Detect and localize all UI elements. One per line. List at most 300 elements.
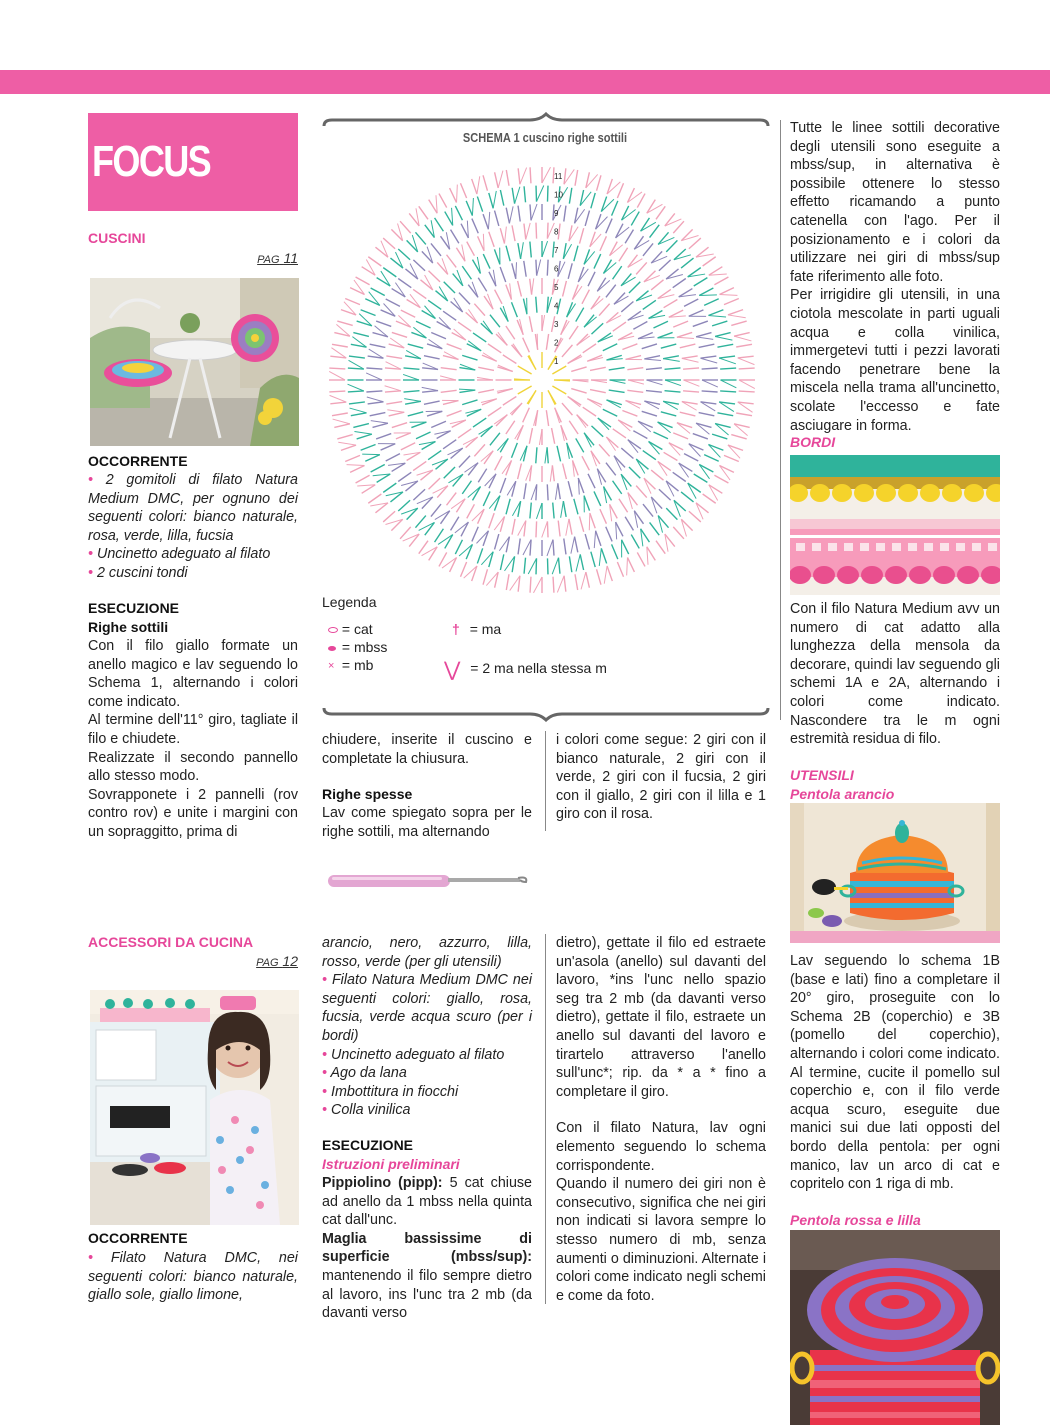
- stitch-mark: [610, 242, 618, 256]
- stitch-mark: [495, 534, 499, 549]
- stitch-mark: [600, 509, 607, 524]
- stitch-mark: [376, 434, 391, 439]
- stitch-mark: [603, 344, 617, 351]
- stitch-mark: [329, 391, 345, 392]
- stitch-mark: [612, 201, 618, 216]
- legend-cat: [328, 621, 373, 637]
- stitch-mark: [447, 493, 457, 506]
- stitch-mark: [411, 422, 426, 427]
- stitch-mark: [338, 442, 356, 445]
- stitch-mark: [427, 344, 442, 349]
- round-number: 6: [554, 264, 559, 274]
- stitch-mark: [530, 577, 531, 593]
- list-item: • Imbottitura in fiocchi: [322, 1083, 459, 1100]
- stitch-mark: [607, 566, 612, 581]
- stitch-mark: [483, 175, 487, 190]
- stitch-mark: [433, 486, 448, 494]
- stitch-mark: [545, 447, 547, 463]
- stitch-mark: [603, 409, 617, 416]
- stitch-mark: [345, 455, 360, 461]
- stitch-mark: [386, 356, 402, 358]
- stitch-mark: [490, 315, 500, 328]
- stitch-mark: [636, 262, 647, 274]
- round-number: 1: [554, 357, 559, 366]
- stitch-mark: [584, 496, 589, 511]
- stitch-mark: [437, 486, 448, 498]
- stitch-mark: [489, 496, 500, 509]
- orange-pot-photo: [790, 803, 1000, 943]
- stitch-mark: [371, 464, 385, 472]
- mesh-hole-mark: [860, 543, 869, 551]
- stitch-mark: [669, 443, 683, 450]
- stitch-mark: [524, 224, 526, 240]
- stitch-mark: [701, 356, 717, 358]
- stitch-mark: [429, 478, 441, 489]
- paragraph: Maglia bassissime di superficie (mbss/sup): mantenendo il filo sempre dietro al lavoro, ins l'unc tra 2 mb (da davanti verso: [322, 1230, 532, 1322]
- stitch-mark: [721, 380, 737, 388]
- stitch-mark: [353, 424, 369, 428]
- stitch-mark: [531, 204, 537, 220]
- stitch-mark: [719, 358, 736, 364]
- stitch-mark: [415, 516, 425, 528]
- stitch-mark: [631, 535, 639, 549]
- stitch-mark: [734, 333, 750, 337]
- stitch-mark: [644, 359, 661, 361]
- stitch-mark: [518, 539, 520, 555]
- stitch-mark: [413, 289, 426, 298]
- stitch-mark: [451, 499, 465, 509]
- stitch-mark: [684, 454, 698, 461]
- stitch-mark: [699, 413, 715, 416]
- stitch-mark: [656, 541, 665, 554]
- stitch-mark: [392, 423, 407, 428]
- page-ref-number: 12: [282, 953, 298, 969]
- stitch-mark: [588, 474, 595, 488]
- stitch-mark: [637, 552, 645, 566]
- list-item: • 2 gomitoli di filato Natura Medium DMC, per ognuno dei seguenti colori: bianco naturale, rosa, verde, lilla, fucsia: [88, 472, 299, 544]
- stitch-mark: [457, 270, 463, 286]
- stitch-mark: [443, 401, 459, 405]
- stitch-mark: [625, 517, 633, 531]
- stitch-mark: [520, 168, 527, 185]
- stitch-mark: [500, 228, 504, 243]
- list-item: • Filato Natura Medium DMC nei seguenti colori: giallo, rosa, fucsia, verde acqua scuro (per i bordi): [322, 972, 533, 1044]
- stitch-mark: [597, 569, 601, 584]
- stitch-mark: [429, 339, 443, 348]
- schema-title: SCHEMA 1 cuscino righe sottili: [462, 130, 628, 145]
- stitch-mark: [739, 391, 755, 392]
- stitch-mark: [552, 558, 558, 574]
- stitch-mark: [575, 537, 578, 553]
- stitch-mark: [634, 240, 649, 249]
- stitch-mark: [472, 179, 477, 194]
- stitch-mark: [424, 306, 435, 319]
- stitch-mark: [666, 508, 677, 519]
- stitch-mark: [588, 272, 595, 286]
- stitch-mark: [647, 380, 663, 385]
- stitch-mark: [337, 321, 352, 325]
- stitch-mark: [443, 311, 456, 320]
- stitch-mark: [649, 442, 663, 450]
- stitch-mark: [488, 344, 501, 353]
- stitch-mark: [350, 408, 367, 413]
- stitch-mark: [503, 396, 516, 405]
- stitch-mark: [347, 465, 365, 466]
- stitch-mark: [581, 572, 586, 589]
- stitch-mark: [422, 311, 436, 319]
- stitch-mark: [571, 537, 575, 554]
- stitch-mark: [585, 534, 589, 549]
- mesh-hole-mark: [972, 543, 981, 551]
- legend-mb: [328, 657, 373, 673]
- stitch-mark: [530, 167, 531, 183]
- stitch-mark: [627, 557, 628, 575]
- stitch-mark: [367, 397, 384, 402]
- stitch-mark: [689, 238, 701, 249]
- bordi-title: BORDI: [790, 434, 836, 450]
- righe-sottili-body: [88, 637, 298, 842]
- stitch-mark: [453, 474, 463, 486]
- stitch-mark: [694, 278, 708, 286]
- stitch-mark: [530, 279, 532, 295]
- stitch-mark: [334, 424, 350, 428]
- stitch-mark: [408, 412, 423, 416]
- stitch-mark: [447, 255, 457, 268]
- stitch-mark: [506, 208, 509, 224]
- scallop-mark: [942, 484, 962, 502]
- stitch-mark: [586, 572, 590, 588]
- stitch-mark: [435, 218, 444, 231]
- stitch-mark: [473, 487, 481, 501]
- stitch-mark: [666, 481, 678, 491]
- stitch-mark: [506, 574, 509, 590]
- stitch-mark: [715, 333, 731, 337]
- stitch-mark: [562, 345, 572, 357]
- stitch-mark: [708, 316, 726, 318]
- stitch-mark: [659, 260, 671, 271]
- stitch-mark: [673, 433, 688, 439]
- stitch-mark: [590, 367, 606, 370]
- stitch-mark: [448, 474, 462, 483]
- stitch-mark: [610, 245, 623, 256]
- round-number: 9: [554, 209, 559, 218]
- legend-ma-label: = ma: [469, 621, 502, 637]
- stitch-mark: [510, 403, 522, 414]
- stitch-mark: [503, 355, 516, 364]
- stitch-mark: [436, 291, 448, 301]
- stitch-mark: [642, 411, 657, 416]
- stitch-mark: [717, 344, 733, 347]
- stitch-mark: [489, 232, 494, 247]
- paragraph: dietro), gettate il filo ed estraete un'asola (anello) sul davanti del lavoro, *ins l'unc nello spazio seg tra 2 mb (da davanti verso dietro), gettate il filo, estraete un anello sul davanti del lavoro e tirartelo attraverso l'anello sull'unc*; rip. da * a * fino a completare il giro.: [556, 935, 766, 1100]
- stitch-mark: [506, 421, 515, 434]
- stitch-mark: [472, 527, 478, 542]
- stitch-mark: [413, 327, 426, 338]
- stitch-mark: [664, 300, 678, 308]
- stitch-mark: [552, 386, 566, 394]
- stitch-mark: [383, 238, 395, 249]
- stitch-mark: [459, 456, 470, 468]
- mesh-hole-mark: [812, 543, 821, 551]
- stitch-mark: [621, 274, 631, 286]
- stitch-mark: [701, 358, 718, 363]
- stitch-mark: [555, 483, 557, 499]
- stitch-mark: [661, 412, 676, 416]
- stitch-mark: [646, 368, 662, 370]
- stitch-mark: [582, 456, 589, 470]
- stitch-mark: [495, 456, 502, 470]
- stitch-mark: [398, 249, 410, 260]
- stitch-mark: [427, 411, 442, 416]
- stitch-mark: [435, 511, 450, 520]
- stitch-mark: [597, 175, 601, 190]
- stitch-mark: [332, 413, 348, 416]
- stitch-mark: [636, 459, 648, 469]
- stitch-mark: [633, 431, 647, 439]
- stitch-mark: [498, 332, 507, 345]
- stitch-mark: [558, 521, 560, 537]
- stitch-mark: [353, 333, 369, 337]
- paragraph: Al termine dell'11° giro, tagliate il filo e chiudete.: [88, 712, 298, 747]
- stitch-mark: [714, 277, 728, 285]
- stitch-mark: [366, 373, 382, 380]
- stitch-mark: [618, 333, 632, 340]
- stitch-mark: [349, 356, 365, 358]
- stitch-mark: [518, 464, 522, 480]
- scallop-mark: [909, 566, 931, 584]
- stitch-mark: [665, 380, 681, 386]
- stitch-mark: [542, 167, 551, 183]
- red-pot-photo: [790, 1230, 1000, 1425]
- stitch-mark: [512, 263, 516, 278]
- stitch-mark: [368, 402, 384, 404]
- stitch-mark: [628, 259, 643, 268]
- stitch-mark: [679, 463, 689, 477]
- stitch-mark: [371, 421, 388, 423]
- stitch-mark: [683, 391, 699, 392]
- stitch-mark: [512, 481, 516, 496]
- stitch-mark: [704, 299, 719, 306]
- stitch-mark: [636, 295, 652, 301]
- stitch-mark: [452, 420, 466, 427]
- scallop-mark: [854, 484, 874, 502]
- focus-badge: [88, 113, 298, 211]
- stitch-mark: [643, 504, 653, 516]
- stitch-mark: [368, 257, 381, 266]
- stitch-mark: [467, 242, 475, 256]
- stitch-mark: [495, 172, 499, 188]
- stitch-mark: [424, 401, 440, 404]
- stitch-mark: [576, 554, 580, 571]
- stitch-mark: [550, 465, 552, 481]
- scallop-mark: [832, 484, 852, 502]
- mesh-hole-mark: [796, 543, 805, 551]
- stitch-mark: [613, 322, 626, 331]
- stitch-mark: [601, 548, 606, 563]
- stitch-mark: [351, 413, 367, 416]
- stitch-mark: [511, 443, 517, 458]
- stitch-mark: [431, 504, 441, 516]
- stitch-mark: [536, 521, 537, 537]
- stitch-mark: [585, 211, 589, 226]
- mesh-hole-mark: [876, 543, 885, 551]
- stitch-mark: [547, 260, 548, 276]
- stitch-mark: [474, 304, 485, 316]
- stitch-mark: [663, 359, 680, 362]
- stitch-mark: [594, 531, 595, 548]
- stitch-mark: [604, 566, 607, 584]
- legend-mb-label: = mb: [341, 657, 374, 673]
- stitch-mark: [558, 224, 560, 240]
- list-item: • Uncinetto adeguato al filato: [322, 1046, 505, 1063]
- pentola-arancio-body: Lav seguendo lo schema 1B (base e lati) fino a completare il 20° giro, proseguite con lo Schema 2B (coperchio) e 3B (pomello del coperchio), alternando i colori come indicato. Al termine, cucite il pomello sul coperchio e, con il filo verde acqua scuro, eseguite due manici sui due lati opposti del bordo della pentola: per ogni manico, lav un arco di cat e copritelo con 1 riga di mb.: [790, 953, 1000, 1193]
- stitch-mark: [703, 257, 716, 266]
- stitch-mark: [518, 366, 532, 374]
- stitch-mark: [356, 277, 370, 285]
- stitch-mark: [537, 186, 544, 202]
- stitch-mark: [529, 355, 536, 369]
- stitch-mark: [590, 513, 595, 528]
- cuscini-col3-text: i colori come segue: 2 giri con il bianco naturale, 2 giri con il verde, 2 giri con il fucsia, 2 giri con il giallo, 2 giri con il lilla e 1 giro con il rosa.: [556, 732, 766, 823]
- stitch-mark: [739, 368, 755, 369]
- stitch-mark: [673, 279, 686, 288]
- stitch-mark: [613, 429, 626, 438]
- stitch-mark: [590, 232, 595, 247]
- stitch-mark: [569, 519, 572, 535]
- stitch-mark: [606, 527, 612, 542]
- stitch-mark: [500, 190, 503, 206]
- stitch-mark: [673, 472, 686, 481]
- stitch-mark: [413, 461, 426, 470]
- stitch-mark: [606, 463, 616, 476]
- stitch-mark: [450, 188, 457, 202]
- stitch-mark: [478, 390, 494, 393]
- borders-photo: [790, 455, 1000, 595]
- stitch-mark: [552, 366, 566, 374]
- stitch-mark: [395, 283, 405, 297]
- list-item: • Uncinetto adeguato al filato: [88, 546, 271, 563]
- stitch-mark: [350, 465, 364, 472]
- stitch-mark: [629, 467, 640, 478]
- stitch-mark: [431, 332, 446, 338]
- stitch-mark: [357, 434, 372, 439]
- stitch-mark: [663, 356, 679, 359]
- stitch-mark: [330, 402, 346, 404]
- stitch-mark: [494, 496, 499, 511]
- stitch-mark: [728, 315, 746, 318]
- stitch-mark: [458, 429, 471, 438]
- stitch-mark: [643, 300, 656, 309]
- stitch-mark: [580, 554, 583, 570]
- stitch-mark: [443, 356, 459, 360]
- stitch-mark: [533, 577, 542, 593]
- stitch-mark: [460, 562, 466, 577]
- stitch-mark: [653, 432, 668, 439]
- stitch-mark: [341, 445, 356, 450]
- stitch-mark: [547, 540, 553, 556]
- mesh-hole-mark: [940, 543, 949, 551]
- scallop-mark: [885, 566, 907, 584]
- crochet-chart: [322, 160, 762, 600]
- stitch-mark: [696, 333, 711, 337]
- stitch-mark: [478, 278, 486, 292]
- stitch-mark: [509, 206, 513, 223]
- stitch-mark: [383, 511, 395, 522]
- stitch-mark: [365, 455, 380, 462]
- stitch-mark: [665, 368, 681, 369]
- round-number: 4: [554, 301, 559, 311]
- stitch-mark: [658, 422, 673, 427]
- stitch-mark: [609, 390, 625, 392]
- stitch-mark: [669, 443, 680, 456]
- stitch-mark: [578, 267, 584, 282]
- stitch-mark: [532, 278, 534, 294]
- stitch-mark: [612, 544, 618, 559]
- stitch-mark: [506, 246, 510, 261]
- stitch-mark: [613, 266, 622, 279]
- paragraph: Per irrigidire gli utensili, in una ciotola mescolate in parti uguali acqua e colla vinilica, immergetevi tutti i pezzi lavorati facendo penetrare bene la miscela nella trama all'uncinetto, scolate l'eccesso e fate asciugare in forma.: [790, 287, 1000, 434]
- scallop-mark: [957, 566, 979, 584]
- mesh-hole-mark: [844, 543, 853, 551]
- stitch-mark: [696, 337, 713, 339]
- pentola-rossa-title: Pentola rossa e lilla: [790, 1212, 921, 1228]
- kitchen-photo: [90, 990, 299, 1225]
- stitch-mark: [518, 206, 520, 222]
- stitch-mark: [428, 300, 441, 309]
- stitch-mark: [661, 344, 676, 348]
- stitch-mark: [653, 321, 668, 328]
- stitch-mark: [656, 206, 665, 219]
- stitch-mark: [628, 315, 644, 320]
- stitch-mark: [373, 423, 388, 427]
- stitch-mark: [451, 230, 459, 244]
- stitch-mark: [416, 432, 431, 439]
- stitch-mark: [536, 223, 537, 239]
- stitch-mark: [536, 260, 537, 276]
- stitch-mark: [553, 540, 554, 556]
- righe-sottili-title: Righe sottili: [88, 619, 169, 635]
- stitch-mark: [498, 171, 503, 188]
- occorrente-list-cuscini: [88, 471, 298, 583]
- stitch-mark: [622, 540, 629, 554]
- scallop-mark: [837, 566, 859, 584]
- stitch-mark: [597, 469, 605, 483]
- stitch-mark: [594, 491, 601, 506]
- stitch-mark: [638, 421, 653, 427]
- stitch-mark: [617, 183, 623, 198]
- stitch-mark: [337, 435, 352, 439]
- stitch-mark: [439, 194, 447, 208]
- stitch-mark: [557, 446, 561, 462]
- stitch-mark: [621, 277, 635, 286]
- stitch-mark: [416, 321, 431, 328]
- stitch-mark: [425, 275, 433, 290]
- stitch-mark: [506, 326, 515, 339]
- stitch-mark: [515, 187, 520, 204]
- stitch-mark: [386, 402, 402, 404]
- round-number: 7: [554, 246, 559, 255]
- stitch-mark: [738, 356, 754, 358]
- stitch-mark: [563, 501, 566, 517]
- stitch-mark: [472, 198, 473, 216]
- stitch-mark: [500, 267, 506, 282]
- stitch-mark: [405, 269, 417, 279]
- stitch-mark: [408, 344, 423, 348]
- stitch-mark: [473, 418, 486, 427]
- stitch-mark: [558, 558, 559, 574]
- paragraph: arancio, nero, azzurro, lilla, rosso, verde (per gli utensili): [322, 935, 532, 970]
- stitch-mark: [569, 188, 571, 204]
